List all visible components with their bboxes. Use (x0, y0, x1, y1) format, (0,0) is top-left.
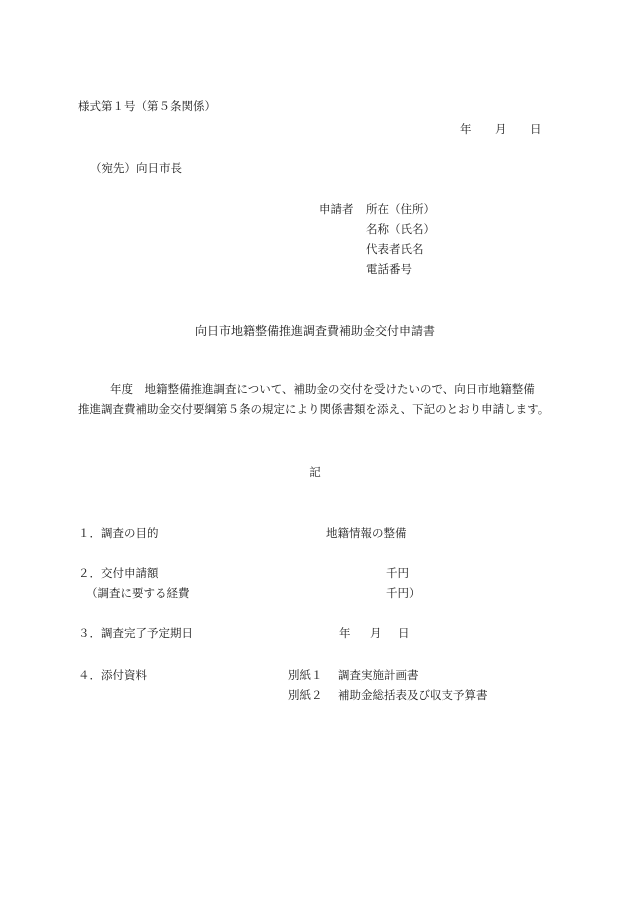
form-number: 様式第１号（第５条関係） (78, 99, 216, 113)
date-day: 日 (530, 122, 542, 136)
document-title: 向日市地籍整備推進調査費補助金交付申請書 (194, 324, 435, 338)
date-year: 年 (460, 122, 472, 136)
item-completion-label: ３．調査完了予定期日 (78, 626, 193, 640)
item-purpose-label: １．調査の目的 (78, 526, 159, 540)
item-attachments-label: ４．添付資料 (78, 668, 147, 682)
applicant-name: 名称（氏名） (366, 222, 435, 236)
attachment-ref-2: 別紙２ (288, 688, 323, 702)
item-purpose-value: 地籍情報の整備 (326, 526, 407, 540)
item-completion-month: 月 (370, 626, 382, 640)
item-amount-sub-label: （調査に要する経費 (86, 586, 190, 600)
attachment-ref-1: 別紙１ (288, 668, 323, 682)
attachment-name-2: 補助金総括表及び収支予算書 (338, 688, 488, 702)
item-amount-label: ２．交付申請額 (78, 566, 159, 580)
item-completion-day: 日 (398, 626, 410, 640)
item-amount-sub-unit: 千円） (386, 586, 421, 600)
item-amount-unit: 千円 (386, 566, 409, 580)
ki-heading: 記 (309, 465, 321, 479)
applicant-address: 所在（住所） (366, 202, 435, 216)
body-line-2: 推進調査費補助金交付要綱第５条の規定により関係書類を添え、下記のとおり申請します。 (78, 402, 550, 416)
addressee: （宛先）向日市長 (90, 161, 182, 175)
applicant-representative: 代表者氏名 (366, 242, 424, 256)
applicant-phone: 電話番号 (366, 262, 412, 276)
item-completion-year: 年 (339, 626, 351, 640)
date-month: 月 (495, 122, 507, 136)
body-line-1: 年度 地籍整備推進調査について、補助金の交付を受けたいので、向日市地籍整備 (110, 382, 535, 396)
attachment-name-1: 調査実施計画書 (338, 668, 419, 682)
applicant-label: 申請者 (319, 202, 354, 216)
